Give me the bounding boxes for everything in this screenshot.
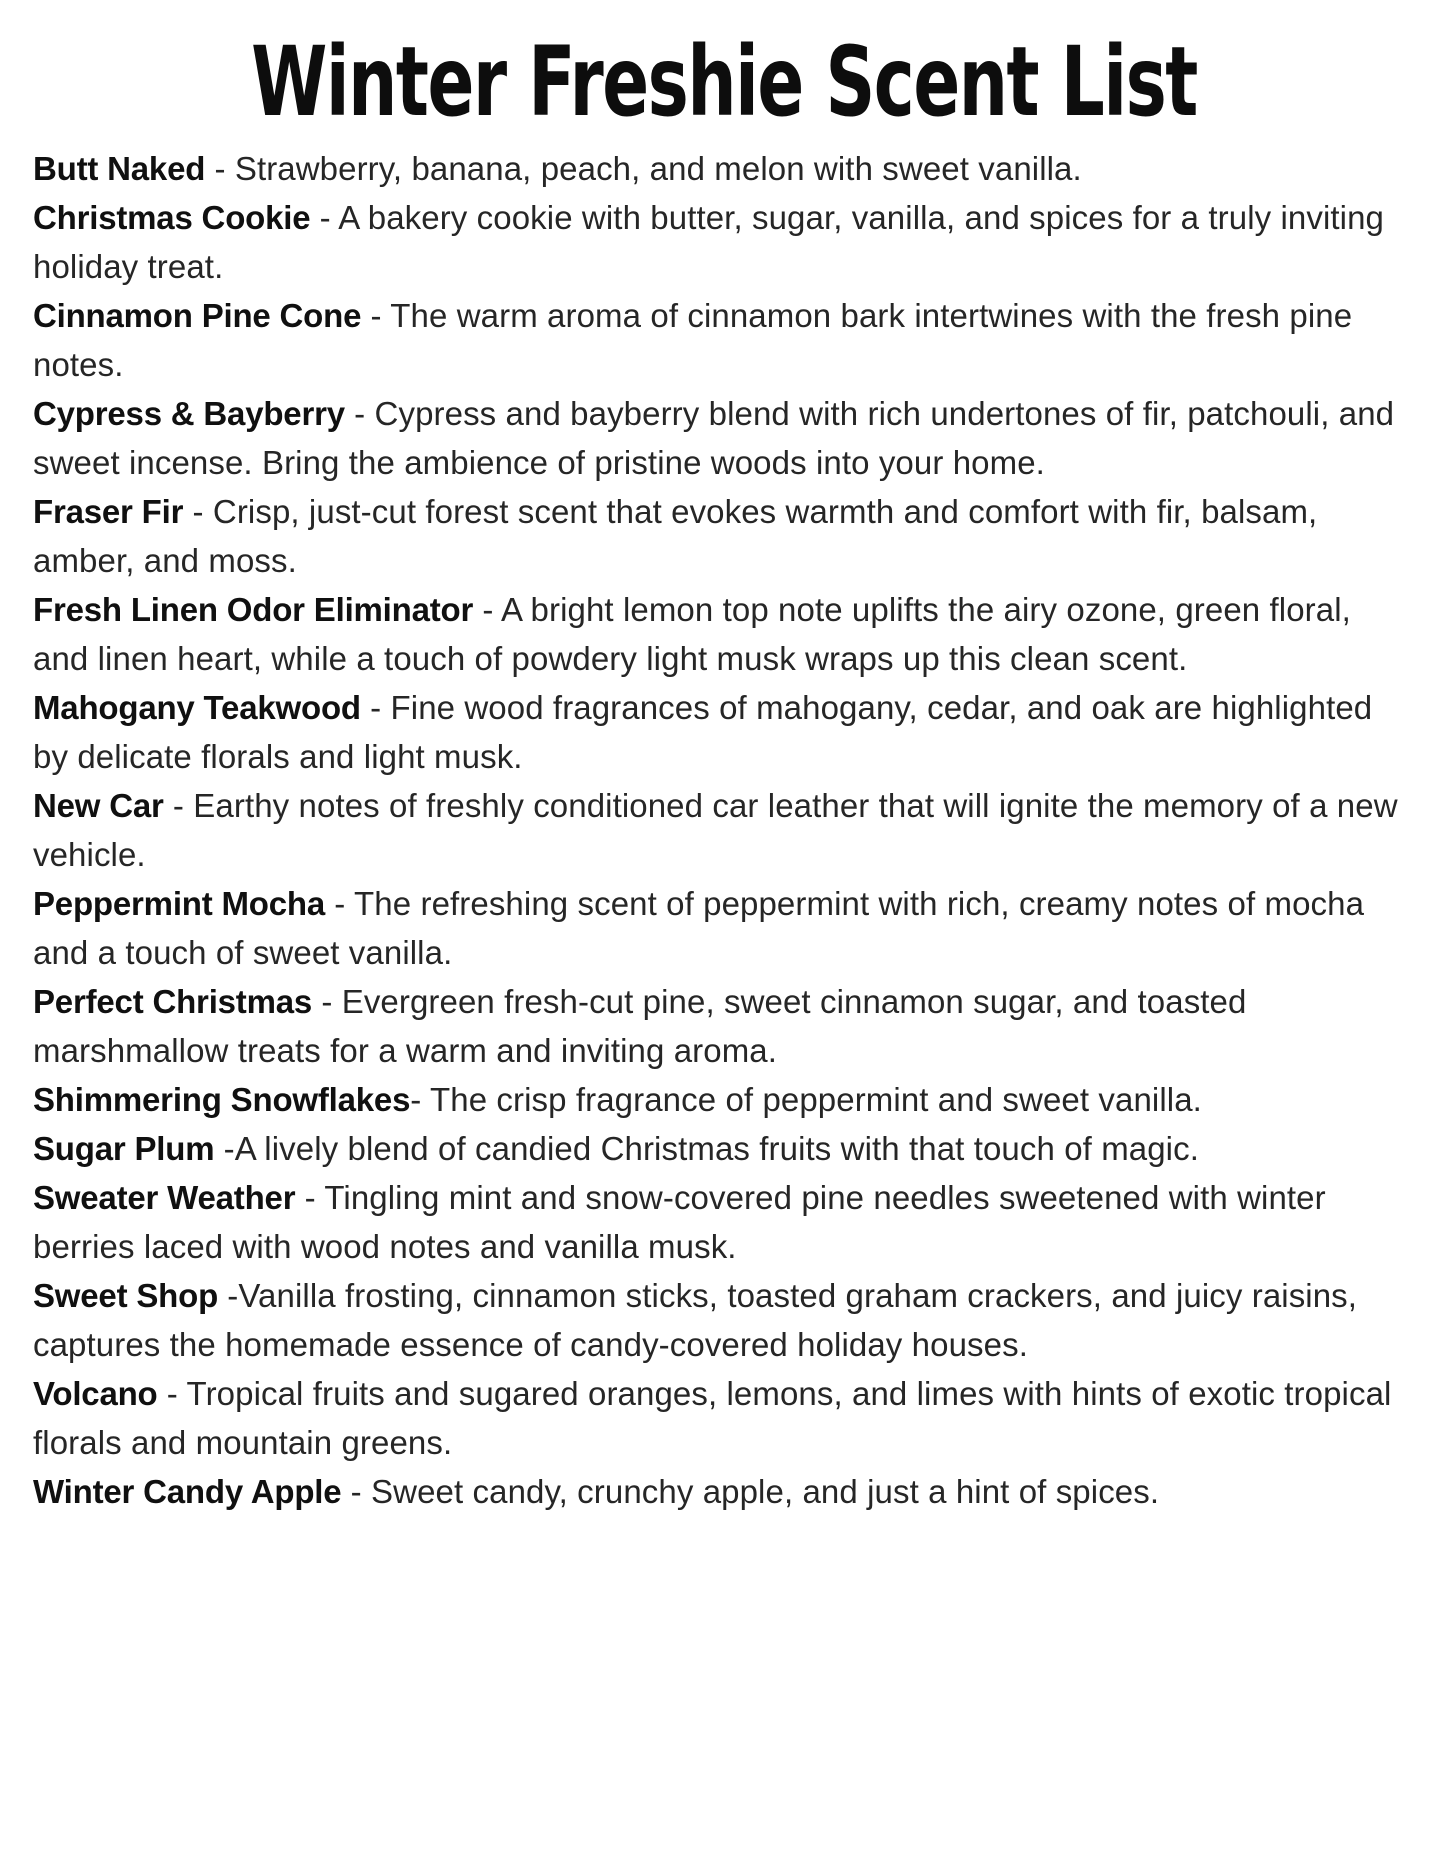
scent-separator: - — [214, 1130, 235, 1167]
scent-name: Peppermint Mocha — [33, 885, 326, 922]
scent-entry — [33, 1173, 1415, 1271]
scent-separator: - — [410, 1081, 430, 1118]
scent-description: Tropical fruits and sugared oranges, lemons, and limes with hints of exotic tropical florals and mountain greens. — [33, 1375, 1392, 1461]
scent-name: Sweater Weather — [33, 1179, 296, 1216]
scent-entry — [33, 781, 1415, 879]
scent-name: Mahogany Teakwood — [33, 689, 361, 726]
scent-entry — [33, 389, 1415, 487]
scent-separator: - — [312, 983, 342, 1020]
scent-description: The warm aroma of cinnamon bark intertwines with the fresh pine notes. — [33, 297, 1353, 383]
scent-separator: - — [295, 1179, 325, 1216]
scent-entry — [33, 683, 1415, 781]
scent-name: Sugar Plum — [33, 1130, 215, 1167]
scent-description: Crisp, just-cut forest scent that evokes warmth and comfort with fir, balsam, amber, and moss. — [33, 493, 1318, 579]
scent-list — [33, 144, 1415, 1516]
scent-name: Butt Naked — [33, 150, 206, 187]
scent-name: Volcano — [33, 1375, 158, 1412]
scent-entry — [33, 1369, 1415, 1467]
scent-entry — [33, 1467, 1415, 1516]
scent-name: New Car — [33, 787, 164, 824]
scent-entry — [33, 291, 1415, 389]
scent-description: Earthy notes of freshly conditioned car leather that will ignite the memory of a new vehicle. — [33, 787, 1398, 873]
scent-separator: - — [310, 199, 339, 236]
scent-entry — [33, 1271, 1415, 1369]
scent-name: Cypress & Bayberry — [33, 395, 345, 432]
scent-separator: - — [205, 150, 235, 187]
scent-description: The refreshing scent of peppermint with rich, creamy notes of mocha and a touch of sweet vanilla. — [33, 885, 1365, 971]
scent-entry — [33, 487, 1415, 585]
scent-description: Evergreen fresh-cut pine, sweet cinnamon sugar, and toasted marshmallow treats for a warm and inviting aroma. — [33, 983, 1247, 1069]
scent-separator: - — [473, 591, 501, 628]
scent-separator: - — [163, 787, 194, 824]
scent-description: Fine wood fragrances of mahogany, cedar, and oak are highlighted by delicate florals and light musk. — [33, 689, 1373, 775]
scent-description: Cypress and bayberry blend with rich undertones of fir, patchouli, and sweet incense. Bring the ambience of pristine woods into your home. — [33, 395, 1395, 481]
scent-separator: - — [360, 689, 391, 726]
scent-entry — [33, 585, 1415, 683]
scent-name: Cinnamon Pine Cone — [33, 297, 362, 334]
page-title: Winter Freshie Scent List — [251, 26, 1197, 138]
scent-entry — [33, 977, 1415, 1075]
scent-entry — [33, 144, 1415, 193]
scent-entry — [33, 1124, 1415, 1173]
scent-description: Strawberry, banana, peach, and melon with sweet vanilla. — [234, 150, 1082, 187]
scent-description: A bright lemon top note uplifts the airy ozone, green floral, and linen heart, while a touch of powdery light musk wraps up this clean scent. — [33, 591, 1351, 677]
scent-name: Winter Candy Apple — [33, 1473, 342, 1510]
scent-description: A bakery cookie with butter, sugar, vanilla, and spices for a truly inviting holiday treat. — [33, 199, 1385, 285]
scent-entry — [33, 193, 1415, 291]
scent-separator: - — [344, 395, 375, 432]
scent-name: Perfect Christmas — [33, 983, 313, 1020]
scent-description: The crisp fragrance of peppermint and sweet vanilla. — [430, 1081, 1202, 1118]
scent-separator: - — [325, 885, 355, 922]
scent-separator: - — [341, 1473, 372, 1510]
scent-description: Vanilla frosting, cinnamon sticks, toasted graham crackers, and juicy raisins, captures the homemade essence of candy-covered holiday houses. — [33, 1277, 1358, 1363]
scent-name: Fraser Fir — [33, 493, 184, 530]
scent-separator: - — [183, 493, 213, 530]
scent-name: Christmas Cookie — [33, 199, 311, 236]
scent-name: Sweet Shop — [33, 1277, 219, 1314]
scent-separator: - — [361, 297, 391, 334]
scent-entry — [33, 1075, 1415, 1124]
scent-entry — [33, 879, 1415, 977]
scent-description: A lively blend of candied Christmas fruits with that touch of magic. — [234, 1130, 1199, 1167]
scent-name: Fresh Linen Odor Eliminator — [33, 591, 474, 628]
scent-separator: - — [157, 1375, 187, 1412]
scent-description: Tingling mint and snow-covered pine needles sweetened with winter berries laced with wood notes and vanilla musk. — [33, 1179, 1326, 1265]
scent-name: Shimmering Snowflakes — [33, 1081, 411, 1118]
scent-separator: - — [218, 1277, 239, 1314]
scent-description: Sweet candy, crunchy apple, and just a hint of spices. — [371, 1473, 1160, 1510]
